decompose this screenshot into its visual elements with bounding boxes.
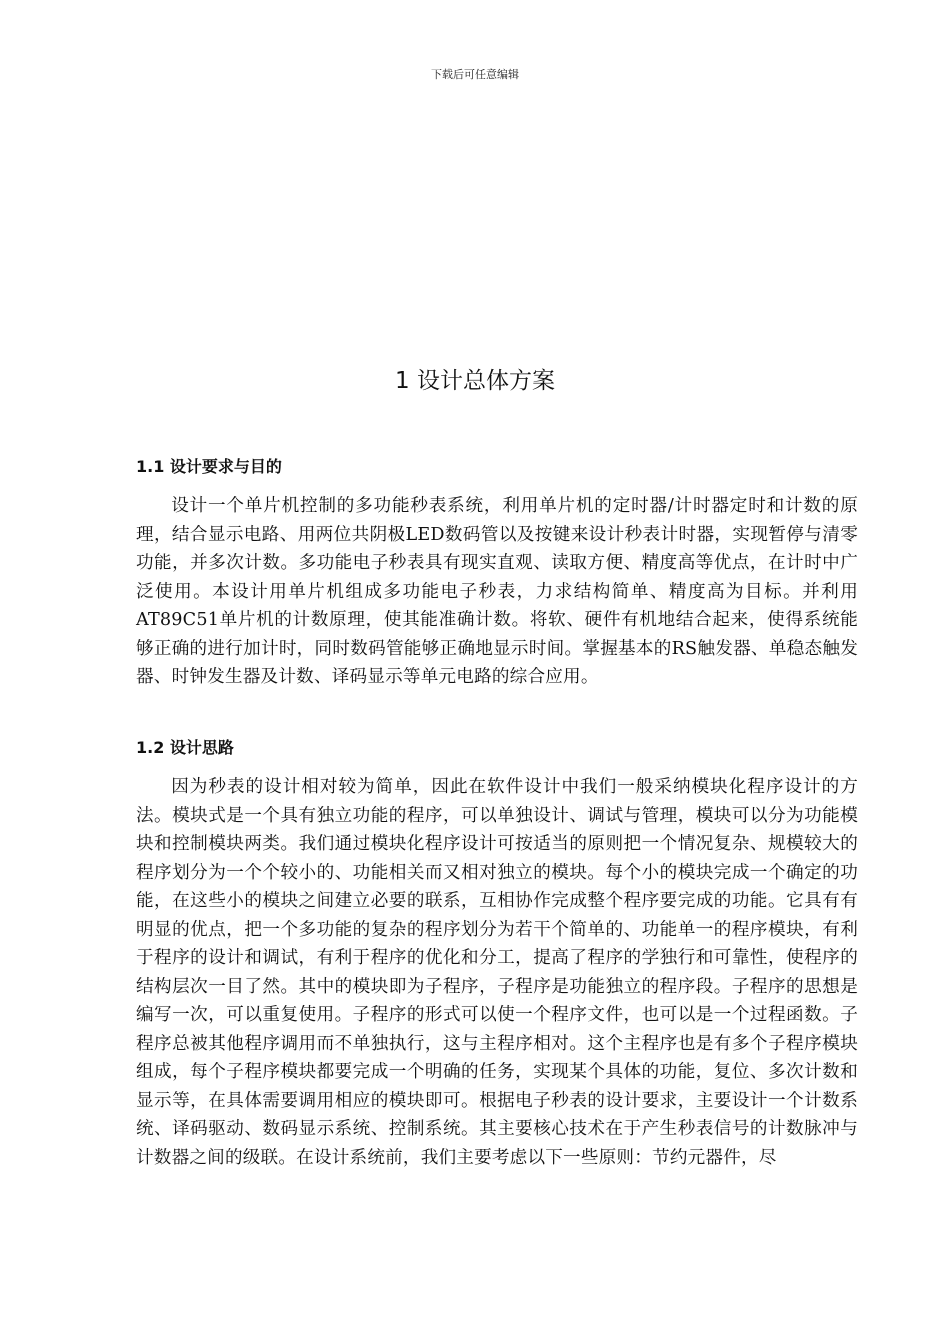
chapter-title: 1 设计总体方案 bbox=[395, 368, 555, 394]
section-heading: 1.1 设计要求与目的 bbox=[136, 457, 282, 476]
section-paragraph: 设计一个单片机控制的多功能秒表系统，利用单片机的定时器/计时器定时和计数的原理，结合显示电路、用两位共阴极LED数码管以及按键来设计秒表计时器，实现暂停与清零功能，并多次计数。多功能电子秒表具有现实直观、读取方便、精度高等优点，在计时中广泛使用。本设计用单片机组成多功能电子秒表，力求结构简单、精度高为目标。并利用AT89C51单片机的计数原理，使其能准确计数。将软、硬件有机地结合起来，使得系统能够正确的进行加计时，同时数码管能够正确地显示时间。掌握基本的RS触发器、单稳态触发器、时钟发生器及计数、译码显示等单元电路的综合应用。 bbox=[136, 496, 858, 687]
page-header: 下载后可任意编辑 bbox=[431, 68, 519, 81]
section-design-approach bbox=[136, 735, 858, 1172]
section-paragraph: 因为秒表的设计相对较为简单，因此在软件设计中我们一般采纳模块化程序设计的方法。模块式是一个具有独立功能的程序，可以单独设计、调试与管理，模块可以分为功能模块和控制模块两类。我们通过模块化程序设计可按适当的原则把一个情况复杂、规模较大的程序划分为一个个较小的、功能相关而又相对独立的模块。每个小的模块完成一个确定的功能，在这些小的模块之间建立必要的联系，互相协作完成整个程序要完成的功能。它具有有明显的优点，把一个多功能的复杂的程序划分为若干个简单的、功能单一的程序模块，有利于程序的设计和调试，有利于程序的优化和分工，提高了程序的学独行和可靠性，使程序的结构层次一目了然。其中的模块即为子程序，子程序是功能独立的程序段。子程序的思想是编写一次，可以重复使用。子程序的形式可以使一个程序文件，也可以是一个过程函数。子程序总被其他程序调用而不单独执行，这与主程序相对。这个主程序也是有多个子程序模块组成，每个子程序模块都要完成一个明确的任务，实现某个具体的功能，复位、多次计数和显示等，在具体需要调用相应的模块即可。根据电子秒表的设计要求，主要设计一个计数系统、译码驱动、数码显示系统、控制系统。其主要核心技术在于产生秒表信号的计数脉冲与计数器之间的级联。在设计系统前，我们主要考虑以下一些原则：节约元器件，尽 bbox=[136, 777, 858, 1168]
section-heading: 1.2 设计思路 bbox=[136, 738, 234, 757]
section-design-requirements bbox=[136, 454, 858, 692]
